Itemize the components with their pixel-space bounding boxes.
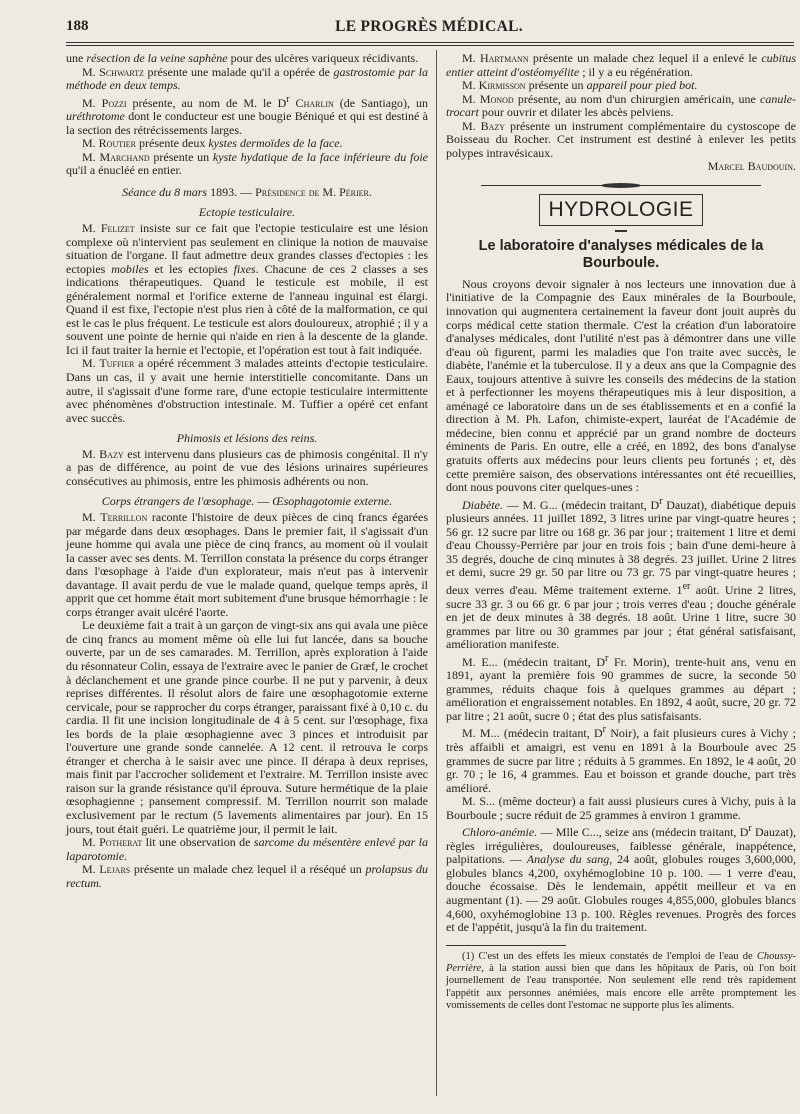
title-dash bbox=[615, 230, 627, 232]
paragraph: Chloro-anémie. — Mlle C..., seize ans (médecin traitant, $D^r$ Dauzat), règles irrégulières, douloureuses, faiblesse générale, inappétence, palpitations. — Analyse du sang, 24 août, globules rouges 3,600,000, globules blancs 4,200, oxyhémoglobine 10 p. 100. — 1 verre d'eau, douche écossaise. Dès le lendemain, appétit meilleur et va en augmentant (1). — 29 août. Globules rouges 4,855,000, globules blancs 4,600, oxyhémoglobine 13 p. 100. Règles revenues. Progrès des forces et de l'appétit, jusqu'à la fin du traitement. bbox=[446, 823, 796, 935]
paragraph: M. Kirmisson présente un appareil pour pied bot. bbox=[462, 78, 698, 93]
subheading: Phimosis et lésions des reins. bbox=[176, 431, 318, 446]
left-column bbox=[66, 52, 428, 890]
page-header bbox=[66, 18, 792, 40]
paragraph: M. Schwartz présente une malade qu'il a opérée de gastrostomie par la méthode en deux temps. bbox=[66, 64, 428, 93]
session-heading: Séance du 8 mars 1893. — Présidence de M. Périer. bbox=[122, 184, 372, 199]
journal-title: LE PROGRÈS MÉDICAL. bbox=[335, 18, 523, 35]
right-column bbox=[446, 52, 796, 1013]
paragraph: Diabète. — M. G... (médecin traitant, $D^r$ Dauzat), diabétique depuis plusieurs années. 11 juillet 1892, 3 litres urine par vingt-quatre heures ; 56 gr. 12 sucre par litre ou 168 gr. 36 par jour ; traitement 1 litre et demi d'eau Choussy-Perrière par jour en trois fois ; bain d'une demi-heure à 35 degrés, douche de cinq minutes à 38 degrés. 23 juillet. Urine 2 litres et demi, sucre 29 gr. 50 par litre ou 73 gr. 75 par vingt-quatre heures ; deux verres d'eau. Même traitement externe. 1er août. Urine 2 litres, sucre 33 gr. 3 ou 66 gr. 6 par jour ; trois verres d'eau ; douche générale en jet de deux minutes à 38 degrés. 18 août. Urine 1 litre, sucre 30 grammes par litre ou 30 grammes par jour ; état général satisfaisant, amélioration manifeste. bbox=[446, 495, 796, 652]
paragraph: M. E... (médecin traitant, $D^r$ Fr. Morin), trente-huit ans, venu en 1891, ayant la première fois 90 grammes de sucre, la seconde 50 grammes, réduits chaque fois à quelques grammes au départ ; amélioration et engraissement notables. En 1892, 4 août, sucre, 20 gr. 72 par litre ; 21 août, sucre 0 ; état des plus satisfaisants. bbox=[446, 652, 796, 723]
paragraph: M. Tuffier a opéré récemment 3 malades atteints d'ectopie testiculaire. Dans un cas, il y avait une hernie interstitielle concomitante. Dans un autre, il s'agissait d'une forme rare, d'une ectopie testiculaire intermittente avec phénomènes d'obstruction intestinale. M. Tuffier a opéré cet enfant avec succès. bbox=[66, 356, 429, 425]
author-signature: Marcel Baudouin. bbox=[707, 159, 796, 174]
article-title: Le laboratoire d'analyses médicales de la Bourboule. bbox=[478, 237, 764, 271]
paragraph: M. Routier présente deux kystes dermoïdes de la face. bbox=[82, 136, 343, 151]
footnote-rule bbox=[446, 945, 566, 946]
paragraph: M. Pozzi présente, au nom de M. le $D^r$ Charlin (de Santiago), un uréthrotome dont le conducteur est une bougie Béniqué et qui est destiné à la section des rétrécissements larges. bbox=[66, 93, 428, 137]
header-rule-thin bbox=[66, 45, 794, 46]
subheading: Ectopie testiculaire. bbox=[198, 205, 296, 220]
paragraph: Nous croyons devoir signaler à nos lecteurs une innovation due à l'initiative de la Compagnie des Eaux minérales de la Bourboule, innovation qui augmentera certainement la faveur dont jouit auprès du corps médical cette station thermale. C'est la création d'un laboratoire d'analyses médicales, dont l'utilité n'est pas à démontrer dans une ville d'eau où figurent, parmi les maladies que l'on traite avec succès, le diabète, l'anémie et la tuberculose. Il y a deux ans que la Compagnie des Eaux, toujours attentive à suivre les conseils des médecins de la station et à perfectionner les moyens thérapeutiques mis à leur disposition, a aménagé ce laboratoire dans un de ses établissements et en a confié la direction à M. Ph. Lafon, chimiste-expert, lauréat de l'Académie de médecine, bien connu et apprécié par un grand nombre de docteurs éminents de Paris. En outre, elle a créé, en 1892, des bons d'analyse gratuits offerts aux médecins pour leurs clients peu fortunés ; et, dès cette première saison, des observations intéressantes ont été recueillies, dont nous pouvons citer quelques-unes : bbox=[446, 276, 796, 495]
subheading: Corps étrangers de l'œsophage. — Œsophagotomie externe. bbox=[101, 494, 393, 509]
paragraph: M. Bazy est intervenu dans plusieurs cas de phimosis congénital. Il n'y a pas de différence, au point de vue des lésions urinaires supérieures consécutives au phimosis, entre les phimosis adhérents ou non. bbox=[66, 446, 429, 488]
header-rule bbox=[66, 42, 794, 43]
paragraph: M. Felizet insiste sur ce fait que l'ectopie testiculaire est une lésion complexe où n'intervient pas seulement en clinique la notion de mauvaise situation de l'organe. Il faut admettre deux grandes classes d'ectopies : les ectopies mobiles et les ectopies fixes. Chacune de ces 2 classes a ses indications thérapeutiques. Quand le testicule est mobile, il est généralement normal et l'orifice externe de l'anneau inguinal est élargi. Quand il est fixe, l'ectopie n'est plus rien à côté de la malformation, ce qui est le cas le plus fréquent. Le testicule est alors douloureux, atrophié ; il y a souvent une pointe de hernie qui n'aide en rien à la descente de la glande. Ici il faut traiter la hernie et l'ectopie, et l'opération est tout à fait indiquée. bbox=[66, 221, 429, 357]
column-divider bbox=[436, 50, 437, 1096]
section-title: HYDROLOGIE bbox=[539, 194, 703, 226]
paragraph: une résection de la veine saphène pour des ulcères variqueux récidivants. bbox=[66, 51, 419, 65]
footnote: (1) C'est un des effets les mieux constatés de l'emploi de l'eau de Choussy-Perrière, à la station aussi bien que dans les hôpitaux de Paris, où l'on boit journellement de l'eau transportée. Non seulement elle rend très rapidement l'appétit aux personnes anémiées, mais encore elle arrête promptement les vomissements de celles dont l'estomac ne supporte plus les aliments. bbox=[446, 950, 796, 1012]
paragraph: M. Terrillon raconte l'histoire de deux pièces de cinq francs égarées par mégarde dans deux œsophages. Dans le premier fait, il s'agissait d'un jeune homme qui avala une pièce de cinq francs, au moment où il voulait la casser avec ses dents. M. Terrillon constata la présence du corps étranger dans l'œsophage à l'aide d'un explorateur, mais n'eut pas à intervenir davantage. Il avait perdu de vue le malade quand, quelque temps après, il apprit que cet homme était mort subitement d'une brusque hémorrhagie : le corps étranger avait ulcéré l'aorte. bbox=[66, 509, 428, 619]
paragraph: Le deuxième fait a trait à un garçon de vingt-six ans qui avala une pièce de cinq francs au moment même où elle lui fut lancée, dans sa bouche ouverte, par un de ses camarades. M. Terrillon, après exploration à l'aide du résonnateur Colin, essaya de l'extraire avec le panier de Græf, le crochet à déclanchement et une grande pince courbe. Il ne put y parvenir, à deux reprises différentes. Il résolut alors de faire une œsophagotomie externe cervicale, pour se rapprocher du corps étranger, paraissant fixé à 0,10 c. du cardia. Il fit une incision longitudinale de 4 à 5 cent. sur l'œsophage, fixa les bords de la plaie œsophagienne avec 3 pinces et introduisit par l'ouverture une grande sonde cannelée. A 12 cent. il retrouva le corps étranger et chercha à le saisir avec une pince. Il dérapa à deux reprises, mais finit par l'accrocher solidement et l'extraire. M. Terrillon insiste avec raison sur la grande résistance qu'il éprouva. Suture hermétique de la plaie œsophagienne ; pansement compressif. M. Terrillon nourrit son malade exclusivement par le rectum (5 lavements alimentaires par jour). En 15 jours, tout était guéri. Le quatrième jour, il permit le lait. bbox=[66, 618, 429, 836]
page-number: 188 bbox=[66, 18, 89, 34]
paragraph: M. Potherat lit une observation de sarcome du mésentère enlevé par la laparotomie. bbox=[66, 835, 429, 863]
paragraph: M. S... (même docteur) a fait aussi plusieurs cures à Vichy, puis à la Bourboule ; sucre réduit de 25 grammes à environ 1 gramme. bbox=[446, 794, 796, 822]
ornamental-rule bbox=[481, 184, 761, 188]
paragraph: M. Monod présente, au nom d'un chirurgien américain, une canule-trocart pour ouvrir et dilater les abcès pelviens. bbox=[446, 91, 797, 120]
paragraph: M. Lejars présente un malade chez lequel il a réséqué un prolapsus du rectum. bbox=[66, 862, 429, 890]
paragraph: M. Marchand présente un kyste hydatique de la face inférieure du foie qu'il a énucléé en entier. bbox=[66, 149, 429, 178]
paragraph: M. Bazy présente un instrument complémentaire du cystoscope de Boisseau du Rocher. Cet instrument est destiné à enlever les petits polypes intravésicaux. bbox=[446, 118, 796, 160]
paragraph: M. Hartmann présente un malade chez lequel il a enlevé le cubitus entier atteint d'ostéomyélite ; il y a eu régénération. bbox=[446, 51, 797, 79]
paragraph: M. M... (médecin traitant, $D^r$ Noir), a fait plusieurs cures à Vichy ; très affaibli et amaigri, est venu en 1891 à la Bourboule avec 25 grammes de sucre par litre ; réduits à 5 grammes. En 1892, le 4 août, 20 gr. 70 ; le 16, 4 grammes. Eau et boisson et grande douche, part très amélioré. bbox=[446, 724, 796, 795]
